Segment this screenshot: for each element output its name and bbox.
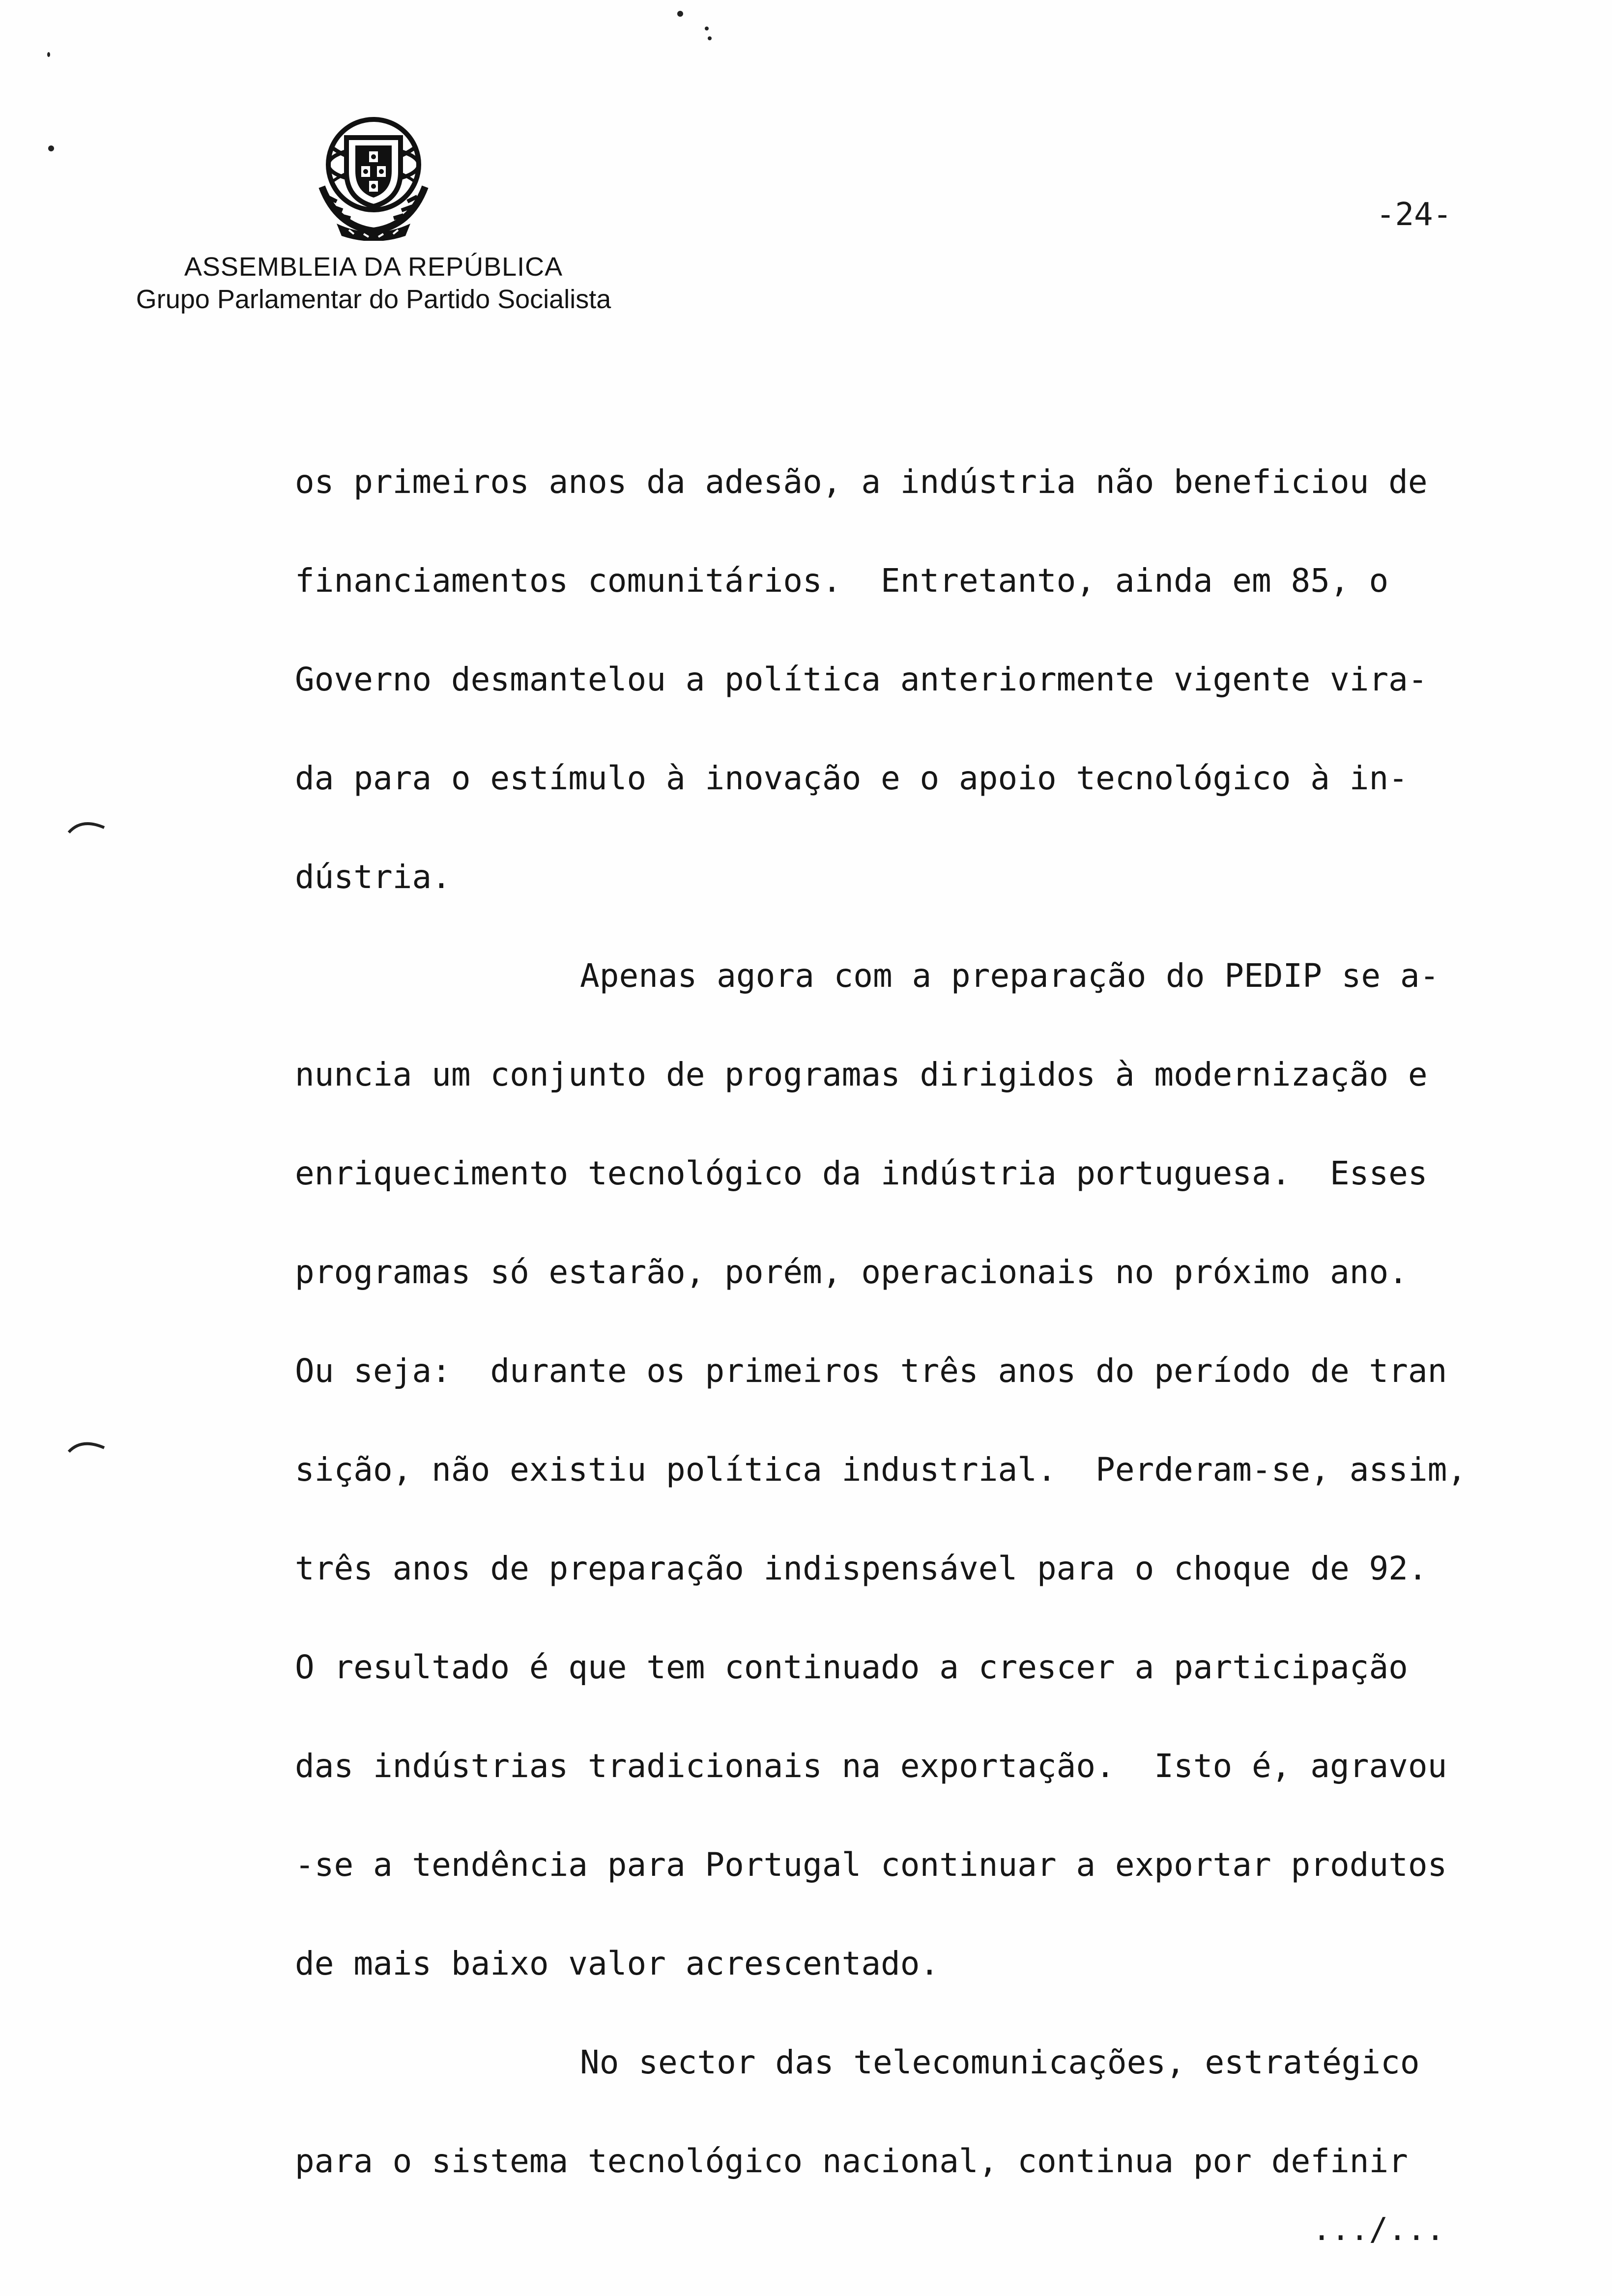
scan-speck bbox=[677, 11, 683, 17]
text-line: para o sistema tecnológico nacional, continua por definir bbox=[295, 2142, 1408, 2180]
page-number: -24- bbox=[1376, 197, 1452, 233]
scan-speck bbox=[708, 36, 712, 40]
text-line: -se a tendência para Portugal continuar a exportar produtos bbox=[295, 1846, 1447, 1884]
text-line: dústria. bbox=[295, 858, 451, 896]
text-line: da para o estímulo à inovação e o apoio tecnológico à in- bbox=[295, 759, 1408, 797]
text-line: sição, não existiu política industrial. Perderam-se, assim, bbox=[295, 1451, 1467, 1489]
text-line: das indústrias tradicionais na exportação. Isto é, agravou bbox=[295, 1747, 1447, 1785]
text-line: No sector das telecomunicações, estratégico bbox=[580, 2043, 1420, 2081]
text-line: nuncia um conjunto de programas dirigidos à modernização e bbox=[295, 1056, 1428, 1093]
text-line: três anos de preparação indispensável para o choque de 92. bbox=[295, 1550, 1428, 1587]
coat-of-arms-icon bbox=[302, 113, 445, 241]
scan-speck bbox=[47, 52, 50, 57]
margin-mark bbox=[67, 816, 106, 835]
text-line: enriquecimento tecnológico da indústria portuguesa. Esses bbox=[295, 1154, 1428, 1192]
text-line: financiamentos comunitários. Entretanto, ainda em 85, o bbox=[295, 562, 1389, 600]
text-line: os primeiros anos da adesão, a indústria não beneficiou de bbox=[295, 463, 1428, 501]
institution-name: ASSEMBLEIA DA REPÚBLICA bbox=[184, 252, 563, 282]
continuation-mark: .../... bbox=[1312, 2211, 1445, 2248]
text-line: Apenas agora com a preparação do PEDIP se a- bbox=[580, 957, 1439, 995]
text-line: programas só estarão, porém, operacionais no próximo ano. bbox=[295, 1253, 1408, 1291]
parliamentary-group-name: Grupo Parlamentar do Partido Socialista bbox=[136, 285, 611, 314]
text-line: Governo desmantelou a política anteriormente vigente vira- bbox=[295, 660, 1428, 698]
scan-speck bbox=[705, 27, 709, 30]
text-line: O resultado é que tem continuado a crescer a participação bbox=[295, 1648, 1408, 1686]
text-line: Ou seja: durante os primeiros três anos do período de tran bbox=[295, 1352, 1447, 1390]
margin-mark bbox=[67, 1435, 106, 1455]
scan-speck bbox=[48, 145, 54, 151]
letterhead bbox=[74, 113, 673, 316]
text-line: de mais baixo valor acrescentado. bbox=[295, 1945, 940, 1982]
body-text bbox=[295, 432, 1494, 2210]
